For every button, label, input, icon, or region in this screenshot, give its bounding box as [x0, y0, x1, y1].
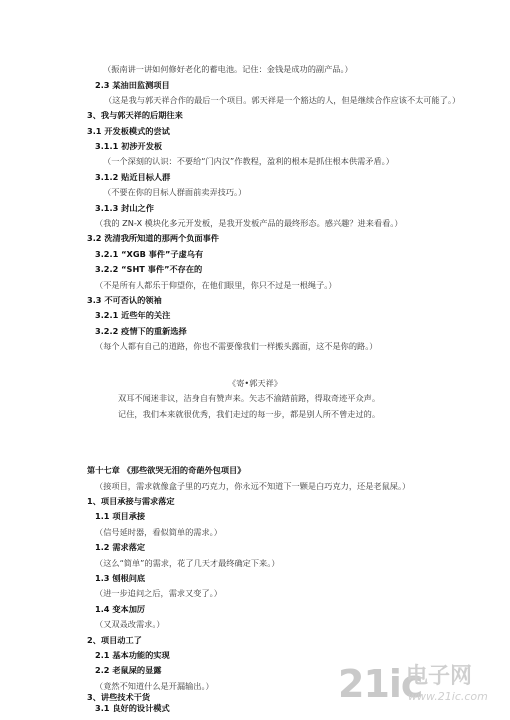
note-line: （不是所有人都乐于仰望你，在他们眼里，你只不过是一根绳子。） — [95, 280, 337, 290]
note-line: （振南讲一讲如何修好老化的蓄电池。记住：金钱是成功的副产品。） — [103, 64, 353, 74]
heading-3-2: 3.2 洗清我所知道的那两个负面事件 — [87, 233, 219, 243]
heading-3-1-3: 3.1.3 封山之作 — [95, 203, 154, 213]
heading-1: 1、项目承接与需求落定 — [87, 496, 175, 506]
heading-3-1-tech: 3.1 良好的设计模式 — [95, 703, 170, 713]
heading-3-tech: 3、讲些技术干货 — [87, 692, 151, 702]
chapter-title: 第十七章 《那些欲哭无泪的奇葩外包项目》 — [87, 465, 246, 475]
heading-3-2-2: 3.2.2 “SHT 事件”不存在的 — [95, 264, 203, 274]
heading-1-2: 1.2 需求落定 — [95, 542, 146, 552]
heading-2: 2、项目动工了 — [87, 635, 142, 645]
poem-line: 记住，我们本来就很优秀，我们走过的每一步，都是别人所不曾走过的。 — [118, 409, 381, 419]
note-line: （这么“简单”的需求，花了几天才最终确定下来。） — [95, 558, 280, 568]
heading-3-3: 3.3 不可否认的领袖 — [87, 295, 162, 305]
watermark-url: www.21ic.com — [408, 690, 488, 703]
watermark-cn: 电子网 — [406, 664, 473, 689]
watermark-main: 21ic — [338, 662, 423, 706]
heading-3-3-2: 3.2.2 疫情下的重新选择 — [95, 326, 187, 336]
note-line: （每个人都有自己的道路，你也不需要像我们一样搬头露面，这不是你的路。） — [95, 341, 378, 351]
heading-2-2: 2.2 老鼠屎的显露 — [95, 665, 162, 675]
heading-3-1-1: 3.1.1 初涉开发板 — [95, 141, 163, 151]
note-line: （这是我与郭天祥合作的最后一个项目。郭天祥是一个豁达的人，但是继续合作应该不太可能了。） — [104, 95, 461, 105]
heading-2-3: 2.3 某油田监测项目 — [95, 80, 170, 90]
note-line: （信号延时器，看似简单的需求。） — [95, 527, 222, 537]
heading-3-2-1: 3.2.1 “XGB 事件”子虚乌有 — [95, 249, 204, 259]
note-line: （一个深刻的认识：不要给“门内汉”作教程，盈利的根本是抓住根本供需矛盾。） — [103, 156, 394, 166]
poem-title: 《寄•郭天祥》 — [228, 378, 282, 388]
heading-3-1: 3.1 开发板模式的尝试 — [87, 126, 170, 136]
note-line: （接项目，需求就像盒子里的巧克力，你永远不知道下一颗是白巧克力，还是老鼠屎。） — [95, 481, 411, 491]
heading-1-3: 1.3 刨根问底 — [95, 573, 146, 583]
heading-1-4: 1.4 变本加厉 — [95, 604, 146, 614]
note-line: （又双叒改需求。） — [95, 619, 165, 629]
note-line: （不要在你的目标人群面前卖弄技巧。） — [103, 187, 247, 197]
watermark-logo — [338, 662, 504, 714]
note-line: （竟然不知道什么是开漏输出。） — [95, 681, 214, 691]
heading-3-3-1: 3.2.1 近些年的关注 — [95, 310, 171, 320]
heading-1-1: 1.1 项目承接 — [95, 511, 146, 521]
heading-2-1: 2.1 基本功能的实现 — [95, 650, 170, 660]
note-line: （进一步追问之后，需求又变了。） — [95, 588, 222, 598]
poem-line: 双耳不闻迷非议，洁身自有赞声来。矢志不渝踏前路，得取奇迹平众声。 — [118, 393, 381, 403]
note-line: （我的 ZN-X 模块化多元开发板，是我开发板产品的最终形态。感兴趣？进来看看。） — [95, 218, 403, 228]
heading-3-1-2: 3.1.2 贴近目标人群 — [95, 172, 171, 182]
heading-3: 3、我与郭天祥的后期往来 — [87, 110, 183, 120]
